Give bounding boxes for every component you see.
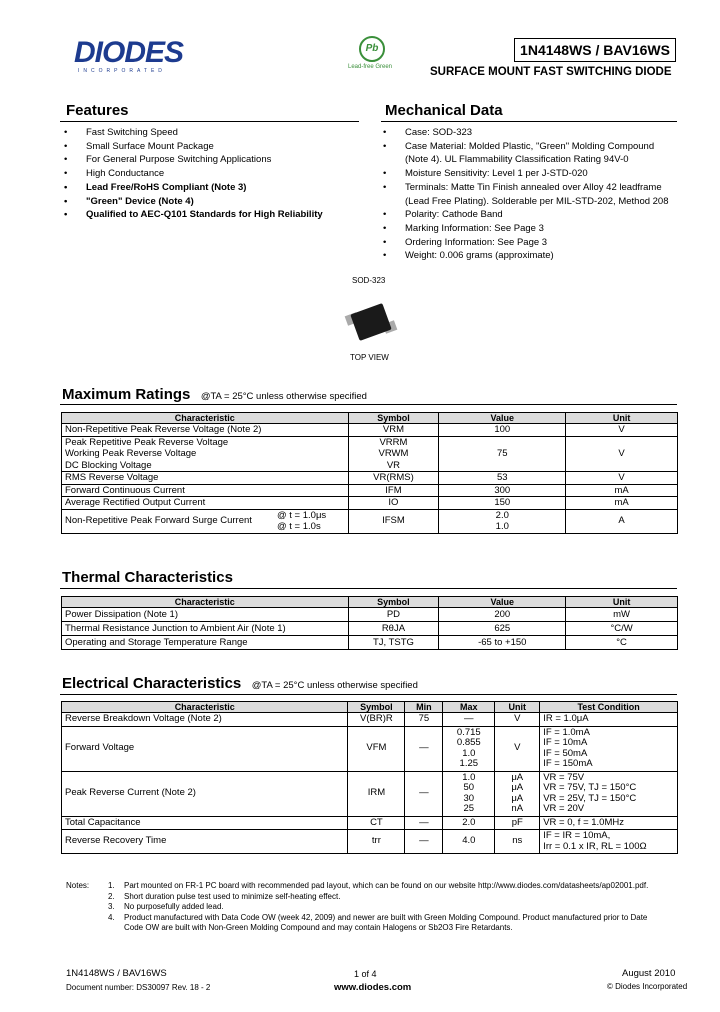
cell-value: -65 to +150 (439, 636, 566, 650)
footer-page: 1 of 4 (354, 969, 377, 979)
note-text: Short duration pulse test used to minimize self-heating effect. (124, 891, 341, 901)
feature-item: • Fast Switching Speed (63, 126, 363, 140)
cell-condition: @ t = 1.0μs @ t = 1.0s (277, 509, 327, 532)
table-row (62, 830, 678, 854)
cell-unit: °C/W (566, 622, 678, 636)
package-label: SOD-323 (352, 276, 386, 285)
features-title: Features (66, 102, 129, 119)
cell-symbol: trr (348, 830, 405, 854)
max-ratings-condition: @TA = 25°C unless otherwise specified (200, 391, 367, 402)
cell-min: — (405, 816, 443, 830)
table-row (62, 622, 678, 636)
cell-value: 200 (439, 608, 566, 622)
top-view-label: TOP VIEW (350, 353, 389, 362)
column-header: Value (439, 413, 566, 424)
cell-symbol: IO (348, 497, 439, 510)
note-text: No purposefully added lead. (124, 902, 224, 911)
cell-characteristic: Power Dissipation (Note 1) (62, 608, 349, 622)
feature-item: • High Conductance (63, 167, 363, 181)
mechanical-divider (381, 121, 677, 122)
cell-characteristic: Forward Voltage (62, 726, 348, 771)
cell-max: 2.0 (443, 816, 495, 830)
note-item (108, 892, 688, 903)
cell-characteristic: Non-Repetitive Peak Reverse Voltage (Note 2) (62, 424, 349, 437)
cell-max: 0.715 0.855 1.0 1.25 (443, 726, 495, 771)
mechanical-item: • Case: SOD-323 (382, 126, 682, 140)
notes-list (108, 881, 688, 934)
cell-min: — (405, 830, 443, 854)
table-row (62, 497, 678, 510)
document-subtitle: SURFACE MOUNT FAST SWITCHING DIODE (430, 66, 672, 78)
logo-subtext: INCORPORATED (78, 68, 166, 74)
cell-test-condition: IF = 1.0mA IF = 10mA IF = 50mA IF = 150mA (540, 726, 678, 771)
table-row (62, 472, 678, 485)
cell-characteristic: Non-Repetitive Peak Forward Surge Current @ t = 1.0μs @ t = 1.0s (62, 509, 349, 533)
column-header: Characteristic (62, 702, 348, 713)
electrical-condition: @TA = 25°C unless otherwise specified (251, 680, 418, 691)
cell-symbol: IFSM (348, 509, 439, 533)
cell-characteristic: Reverse Breakdown Voltage (Note 2) (62, 713, 348, 727)
cell-unit: V (566, 472, 678, 485)
thermal-table (61, 596, 678, 650)
cell-unit: mW (566, 608, 678, 622)
cell-value: 75 (439, 436, 566, 472)
mechanical-title: Mechanical Data (385, 102, 503, 119)
mechanical-item: • Ordering Information: See Page 3 (382, 236, 682, 250)
electrical-heading (62, 675, 418, 693)
features-divider (60, 121, 359, 122)
cell-unit: V (495, 713, 540, 727)
table-row (62, 436, 678, 472)
table-row (62, 424, 678, 437)
note-item (108, 881, 688, 892)
column-header: Test Condition (540, 702, 678, 713)
thermal-divider (60, 588, 677, 589)
mechanical-item: • Polarity: Cathode Band (382, 208, 682, 222)
lead-free-badge (347, 36, 394, 70)
note-number: 2. (108, 891, 115, 901)
table-row (62, 608, 678, 622)
thermal-title: Thermal Characteristics (62, 569, 233, 586)
cell-characteristic: Forward Continuous Current (62, 484, 349, 497)
table-row (62, 771, 678, 816)
max-ratings-table (61, 412, 678, 534)
cell-unit: A (566, 509, 678, 533)
cell-symbol: VFM (348, 726, 405, 771)
cell-characteristic: Reverse Recovery Time (62, 830, 348, 854)
note-text: Product manufactured with Data Code OW (week 42, 2009) and newer are built with Green Molding Compound. Product manufactured prior to Date Code OW are built with Non-Green Molding Compound and may contain Halogens or Sb2O3 Fire Retardants. (124, 912, 648, 932)
cell-unit: μA μA μA nA (495, 771, 540, 816)
cell-unit: °C (566, 636, 678, 650)
cell-test-condition: VR = 75V VR = 75V, TJ = 150°C VR = 25V, TJ = 150°C VR = 20V (540, 771, 678, 816)
cell-characteristic: Thermal Resistance Junction to Ambient Air (Note 1) (62, 622, 349, 636)
cell-unit: V (566, 436, 678, 472)
note-number: 3. (108, 902, 115, 911)
sod323-package-icon (340, 302, 402, 344)
note-item (108, 902, 688, 913)
cell-characteristic: Operating and Storage Temperature Range (62, 636, 349, 650)
cell-characteristic: Peak Repetitive Peak Reverse Voltage Working Peak Reverse Voltage DC Blocking Voltage (62, 436, 349, 472)
cell-symbol: RθJA (348, 622, 439, 636)
cell-min: — (405, 771, 443, 816)
footer-copyright: © Diodes Incorporated (607, 982, 688, 991)
cell-symbol: VR(RMS) (348, 472, 439, 485)
cell-min: — (405, 726, 443, 771)
footer-date: August 2010 (622, 968, 676, 979)
feature-item: • For General Purpose Switching Applications (63, 153, 363, 167)
cell-value: 300 (439, 484, 566, 497)
column-header: Value (439, 597, 566, 608)
footer-part: 1N4148WS / BAV16WS (66, 968, 167, 979)
cell-value: 100 (439, 424, 566, 437)
column-header: Unit (566, 413, 678, 424)
cell-unit: pF (495, 816, 540, 830)
max-ratings-heading (62, 386, 367, 404)
feature-item: • Qualified to AEC-Q101 Standards for High Reliability (63, 208, 363, 222)
cell-value: 2.0 1.0 (439, 509, 566, 533)
column-header: Characteristic (62, 413, 349, 424)
cell-unit: mA (566, 497, 678, 510)
cell-unit: mA (566, 484, 678, 497)
note-number: 1. (108, 881, 115, 890)
max-ratings-title: Maximum Ratings (62, 386, 191, 403)
cell-symbol: V(BR)R (348, 713, 405, 727)
cell-max: — (443, 713, 495, 727)
cell-symbol: PD (348, 608, 439, 622)
diodes-logo (74, 38, 183, 74)
table-row (62, 713, 678, 727)
column-header: Min (405, 702, 443, 713)
column-header: Characteristic (62, 597, 349, 608)
cell-symbol: TJ, TSTG (348, 636, 439, 650)
mechanical-item: • Weight: 0.006 grams (approximate) (382, 249, 682, 263)
note-item (108, 913, 688, 934)
cell-value: 625 (439, 622, 566, 636)
table-row (62, 484, 678, 497)
column-header: Symbol (348, 413, 439, 424)
cell-symbol: IRM (348, 771, 405, 816)
column-header: Unit (566, 597, 678, 608)
column-header: Unit (495, 702, 540, 713)
feature-item: • Lead Free/RoHS Compliant (Note 3) (63, 181, 363, 195)
cell-symbol: VRRM VRWM VR (348, 436, 439, 472)
cell-max: 4.0 (443, 830, 495, 854)
max-ratings-divider (60, 404, 677, 405)
feature-item: • "Green" Device (Note 4) (63, 195, 363, 209)
mechanical-item: • Marking Information: See Page 3 (382, 222, 682, 236)
cell-characteristic: Peak Reverse Current (Note 2) (62, 771, 348, 816)
footer-doc-number: Document number: DS30097 Rev. 18 - 2 (66, 983, 211, 992)
column-header: Max (443, 702, 495, 713)
column-header: Symbol (348, 702, 405, 713)
cell-symbol: IFM (348, 484, 439, 497)
features-list (63, 126, 363, 222)
table-row (62, 636, 678, 650)
cell-characteristic: Average Rectified Output Current (62, 497, 349, 510)
note-number: 4. (108, 912, 115, 922)
mechanical-item: • Case Material: Molded Plastic, "Green" Molding Compound (Note 4). UL Flammability Classification Rating 94V-0 (382, 140, 682, 167)
feature-item: • Small Surface Mount Package (63, 140, 363, 154)
mechanical-list (382, 126, 682, 263)
leaf-icon: Pb (359, 36, 385, 62)
cell-characteristic: RMS Reverse Voltage (62, 472, 349, 485)
lead-free-label: Lead-free Green (347, 64, 393, 70)
notes-label: Notes: (66, 881, 90, 890)
cell-value: 150 (439, 497, 566, 510)
column-header: Symbol (348, 597, 439, 608)
cell-test-condition: VR = 0, f = 1.0MHz (540, 816, 678, 830)
mechanical-item: • Terminals: Matte Tin Finish annealed over Alloy 42 leadframe (Lead Free Plating). Solderable per MIL-STD-202, Method 208 (382, 181, 682, 208)
electrical-title: Electrical Characteristics (62, 675, 242, 692)
cell-min: 75 (405, 713, 443, 727)
part-number-box: 1N4148WS / BAV16WS (514, 38, 676, 62)
table-row (62, 509, 678, 533)
cell-symbol: CT (348, 816, 405, 830)
electrical-divider (60, 694, 677, 695)
logo-text: DIODES (74, 36, 184, 69)
table-row (62, 816, 678, 830)
cell-test-condition: IR = 1.0μA (540, 713, 678, 727)
cell-symbol: VRM (348, 424, 439, 437)
cell-characteristic: Total Capacitance (62, 816, 348, 830)
cell-max: 1.0 50 30 25 (443, 771, 495, 816)
mechanical-item: • Moisture Sensitivity: Level 1 per J-STD-020 (382, 167, 682, 181)
footer-website[interactable]: www.diodes.com (334, 982, 412, 993)
cell-unit: V (495, 726, 540, 771)
note-text: Part mounted on FR-1 PC board with recommended pad layout, which can be found on our website http://www.diodes.com/datasheets/ap02001.pdf. (124, 881, 649, 890)
cell-value: 53 (439, 472, 566, 485)
cell-test-condition: IF = IR = 10mA, Irr = 0.1 x IR, RL = 100Ω (540, 830, 678, 854)
cell-unit: V (566, 424, 678, 437)
electrical-table (61, 701, 678, 854)
cell-unit: ns (495, 830, 540, 854)
table-row (62, 726, 678, 771)
